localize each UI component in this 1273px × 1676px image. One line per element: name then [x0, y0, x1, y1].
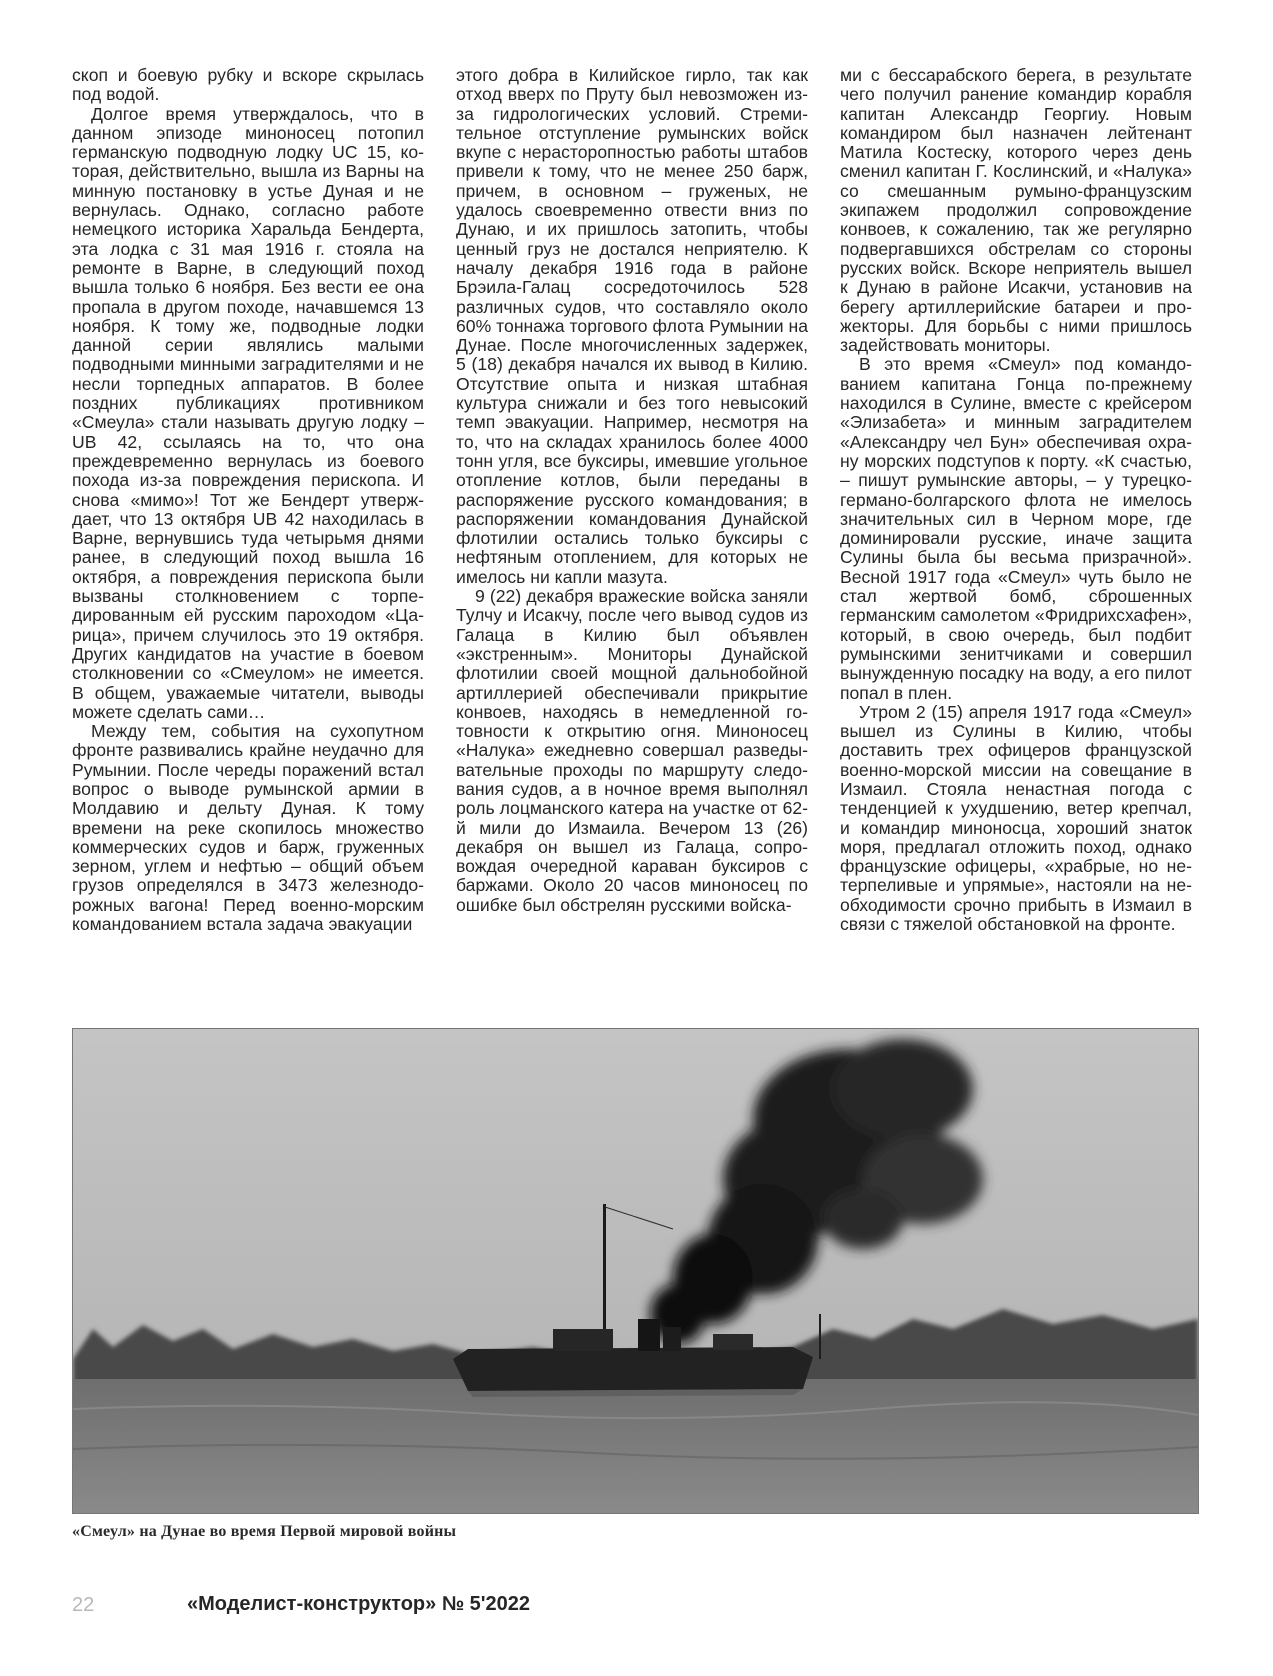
paragraph: В это время «Смеул» под командованием капитана Гонца по-прежнему находился в Сулине, вместе с крейсером «Элизабета» и минным заградителем «Александру чел Бун» обеспечивая охрану морских подступов к порту. «К счастью, – пишут румынские авторы, – у турецко-германо-болгарского флота не имелось значительных сил в Черном море, где доминировали русские, иначе защита Сулины была бы весьма призрачной». Весной 1917 года «Смеул» чуть было не стал жертвой бомб, сброшенных германским самолетом «Фридрихсхафен», который, в свою очередь, был подбит румынскими зенитчиками и совершил вынужденную посадку на воду, а его пилот попал в плен.: [840, 354, 1192, 703]
paragraph: Между тем, события на сухопутном фронте развивались крайне неудачно для Румынии. После череды поражений встал вопрос о выводе румынской армии в Молдавию и дельту Дуная. К тому времени на реке скопилось множество коммерческих судов и барж, груженных зерном, углем и нефтью – общий объем грузов определялся в 3473 железнодорожных вагона! Перед военно-морским командованием встала задача эвакуации: [72, 721, 424, 935]
photo-caption: «Смеул» на Дунае во время Первой мировой войны: [72, 1523, 457, 1540]
text-column-3: [840, 66, 1192, 934]
ship-photo-graphic: [73, 1029, 1198, 1513]
paragraph: Долгое время утверждалось, что в данном эпизоде миноносец потопил германскую подводную лодку UC 15, которая, действительно, вышла из Варны на минную постановку в устье Дуная и не вернулась. Однако, согласно работе немецкого историка Харальда Бендерта, эта лодка с 31 мая 1916 г. стояла на ремонте в Варне, в следующий поход вышла только 6 ноября. Без вести ее она пропала в другом походе, начавшемся 13 ноября. К тому же, подводные лодки данной серии являлись малыми подводными минными заградителями и не несли торпедных аппаратов. В более поздних публикациях противником «Смеула» стали называть другую лодку – UB 42, ссылаясь на то, что она преждевременно вернулась из боевого похода из-за повреждения перископа. И снова «мимо»! Тот же Бендерт утверждает, что 13 октября UB 42 находилась в Варне, вернувшись туда четырьмя днями ранее, в следующий поход вышла 16 октября, а повреждения перископа были вызваны столкновением с торпедированным ей русским пароходом «Царица», причем случилось это 19 октября. Других кандидатов на участие в боевом столкновении со «Смеулом» не имеется. В общем, уважаемые читатели, выводы можете сделать сами…: [72, 103, 424, 722]
paragraph: 9 (22) декабря вражеские войска заняли Тулчу и Исакчу, после чего вывод судов из Галаца в Килию был объявлен «экстренным». Мониторы Дунайской флотилии своей мощной дальнобойной артиллерией обеспечивали прикрытие конвоев, находясь в немедленной готовности к открытию огня. Миноносец «Налука» ежедневно совершал разведывательные проходы по маршруту следования судов, а в ночное время выполнял роль лоцманского катера на участке от 62-й мили до Измаила. Вечером 13 (26) декабря он вышел из Галаца, сопровождая очередной караван буксиров с баржами. Около 20 часов миноносец по ошибке был обстрелян русскими войска-: [456, 586, 808, 915]
text-column-1: [72, 66, 424, 934]
text-column-2: [456, 66, 808, 915]
magazine-title: «Моделист-конструктор» № 5'2022: [187, 1593, 531, 1615]
page-number: 22: [72, 1594, 95, 1616]
paragraph: ми с бессарабского берега, в результате чего получил ранение командир корабля капитан Александр Георгиу. Новым командиром был назначен лейтенант Матила Костеску, которого через день сменил капитан Г. Кослинский, и «Налука» со смешанным румыно-французским экипажем продолжил сопровождение конвоев, к сожалению, так же регулярно подвергавшихся обстрелам со стороны русских войск. Вскоре неприятель вышел к Дунаю в районе Исакчи, установив на берегу артиллерийские батареи и прожекторы. Для борьбы с ними пришлось задействовать мониторы.: [840, 65, 1192, 356]
paragraph: этого добра в Килийское гирло, так как отход вверх по Пруту был невозможен из-за гидрологических условий. Стремительное отступление румынских войск вкупе с нерасторопностью работы штабов привели к тому, что не менее 250 барж, причем, в основном – груженых, не удалось своевременно отвести вниз по Дунаю, и их пришлось затопить, чтобы ценный груз не достался неприятелю. К началу декабря 1916 года в районе Брэила-Галац сосредоточилось 528 различных судов, что составляло около 60% тоннажа торгового флота Румынии на Дунае. После многочисленных задержек, 5 (18) декабря начался их вывод в Килию. Отсутствие опыта и низкая штабная культура снижали и без того невысокий темп эвакуации. Например, несмотря на то, что на складах хранилось более 4000 тонн угля, все буксиры, имевшие угольное отопление котлов, были переданы в распоряжение русского командования; в распоряжении командования Дунайской флотилии остались только буксиры с нефтяным отоплением, для которых не имелось ни капли мазута.: [456, 65, 808, 587]
ship-photo: [72, 1028, 1199, 1514]
paragraph: скоп и боевую рубку и вскоре скрылась под водой.: [72, 65, 424, 105]
paragraph: Утром 2 (15) апреля 1917 года «Смеул» вышел из Сулины в Килию, чтобы доставить трех офицеров французской военно-морской миссии на совещание в Измаил. Стояла ненастная погода с тенденцией к ухудшению, ветер крепчал, и командир миноносца, хороший знаток моря, предлагал отложить поход, однако французские офицеры, «храбрые, но нетерпеливые и упрямые», настояли на необходимости срочно прибыть в Измаил в связи с тяжелой обстановкой на фронте.: [840, 701, 1192, 935]
